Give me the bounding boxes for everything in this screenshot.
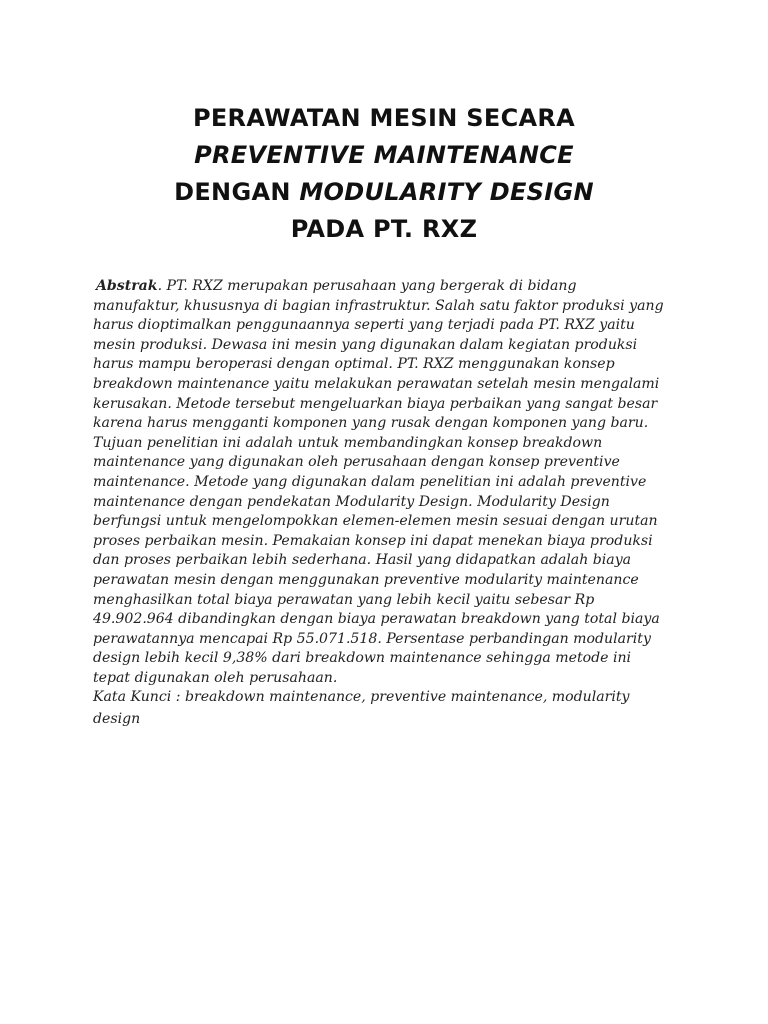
abstract-line: proses perbaikan mesin. Pemakaian konsep ini dapat menekan biaya produksi: [93, 532, 653, 549]
title-line-3-prefix: DENGAN: [174, 178, 300, 206]
abstract-line: berfungsi untuk mengelompokkan elemen-elemen mesin sesuai dengan urutan: [93, 513, 658, 530]
abstract-line: perawatan mesin dengan menggunakan preventive modularity maintenance: [93, 571, 639, 588]
abstract-line: manufaktur, khususnya di bagian infrastruktur. Salah satu faktor produksi yang: [93, 297, 664, 314]
abstract-line: 49.902.964 dibandingkan dengan biaya perawatan breakdown yang total biaya: [93, 611, 660, 628]
abstract-line: dan proses perbaikan lebih sederhana. Hasil yang didapatkan adalah biaya: [93, 552, 632, 569]
paper-title: [0, 100, 768, 248]
abstract-line: harus dioptimalkan penggunaannya seperti yang terjadi pada PT. RXZ yaitu: [93, 317, 635, 334]
abstract-line: harus mampu beroperasi dengan optimal. PT. RXZ menggunakan konsep: [93, 356, 615, 373]
abstract-line: menghasilkan total biaya perawatan yang lebih kecil yaitu sebesar Rp: [93, 591, 595, 608]
title-line-2: PREVENTIVE MAINTENANCE: [194, 141, 574, 169]
abstract-line: breakdown maintenance yaitu melakukan perawatan setelah mesin mengalami: [93, 375, 660, 392]
keywords-line-2: design: [93, 711, 141, 728]
abstract-line: perawatannya mencapai Rp 55.071.518. Persentase perbandingan modularity: [93, 630, 651, 647]
keywords: [93, 688, 683, 729]
title-line-1: PERAWATAN MESIN SECARA: [192, 104, 576, 132]
abstract-line: karena harus mengganti komponen yang rusak dengan komponen yang baru.: [93, 415, 649, 432]
abstract-line: tepat digunakan oleh perusahaan.: [93, 669, 338, 686]
abstract-line: maintenance yang digunakan oleh perusahaan dengan konsep preventive: [93, 454, 620, 471]
keywords-line-1: Kata Kunci : breakdown maintenance, preventive maintenance, modularity: [93, 689, 630, 706]
title-line-3-italic: MODULARITY DESIGN: [299, 178, 594, 206]
abstract-line-text: . PT. RXZ merupakan perusahaan yang bergerak di bidang: [157, 278, 577, 294]
abstract-line: design lebih kecil 9,38% dari breakdown maintenance sehingga metode ini: [93, 650, 632, 667]
abstract-section: [93, 277, 683, 730]
title-line-3: [0, 174, 768, 211]
title-line-4: PADA PT. RXZ: [290, 215, 478, 243]
abstract-line: maintenance. Metode yang digunakan dalam penelitian ini adalah preventive: [93, 473, 647, 490]
abstract-line: maintenance dengan pendekatan Modularity Design. Modularity Design: [93, 493, 610, 510]
abstract-line: kerusakan. Metode tersebut mengeluarkan biaya perbaikan yang sangat besar: [93, 395, 658, 412]
abstract-line: [93, 277, 683, 297]
abstract-line: mesin produksi. Dewasa ini mesin yang digunakan dalam kegiatan produksi: [93, 336, 638, 353]
abstract-label: Abstrak: [96, 278, 158, 294]
abstract-line: Tujuan penelitian ini adalah untuk membandingkan konsep breakdown: [93, 434, 603, 451]
